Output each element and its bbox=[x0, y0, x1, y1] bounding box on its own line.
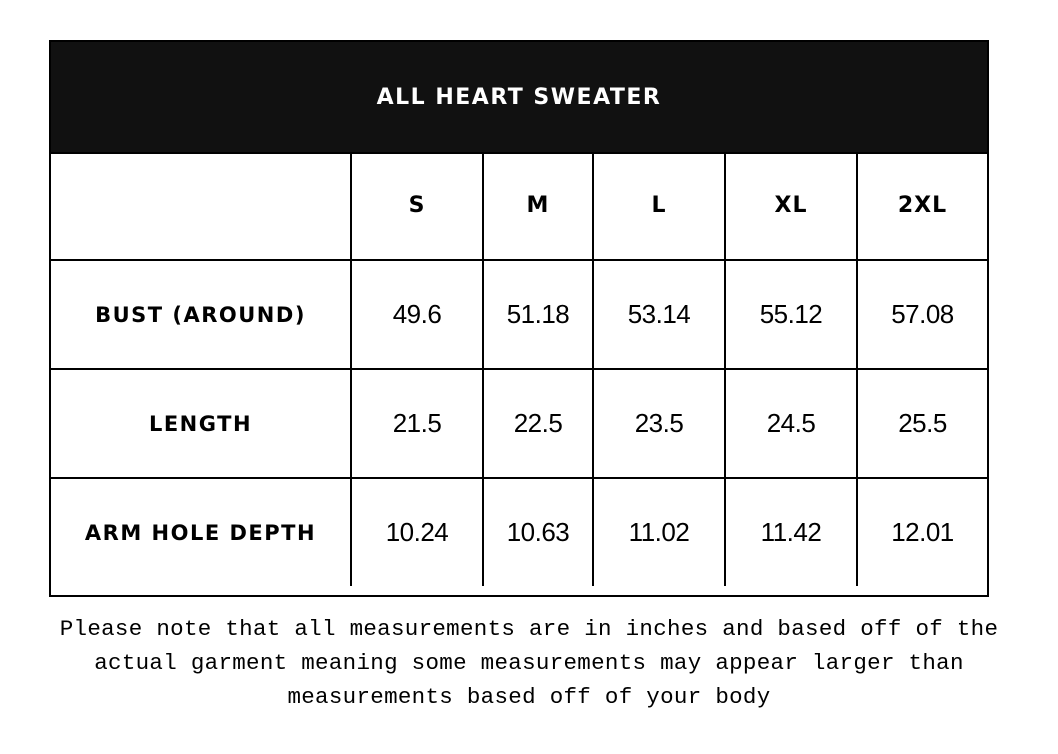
size-header-s: S bbox=[351, 152, 483, 260]
size-header-xl: XL bbox=[725, 152, 857, 260]
length-m-value: 22.5 bbox=[483, 369, 593, 478]
row-label-length: LENGTH bbox=[51, 369, 351, 478]
size-header-l: L bbox=[593, 152, 725, 260]
table-row bbox=[51, 369, 987, 478]
bust-s-value: 49.6 bbox=[351, 260, 483, 369]
table-row bbox=[51, 260, 987, 369]
size-header-2xl: 2XL bbox=[857, 152, 987, 260]
bust-2xl-value: 57.08 bbox=[857, 260, 987, 369]
armhole-2xl-value: 12.01 bbox=[857, 478, 987, 586]
armhole-s-value: 10.24 bbox=[351, 478, 483, 586]
size-table bbox=[51, 152, 987, 586]
length-xl-value: 24.5 bbox=[725, 369, 857, 478]
corner-cell bbox=[51, 152, 351, 260]
size-header-m: M bbox=[483, 152, 593, 260]
size-chart-title: ALL HEART SWEATER bbox=[51, 42, 987, 154]
table-row bbox=[51, 478, 987, 586]
row-label-bust: BUST (AROUND) bbox=[51, 260, 351, 369]
row-label-arm-hole-depth: ARM HOLE DEPTH bbox=[51, 478, 351, 586]
length-2xl-value: 25.5 bbox=[857, 369, 987, 478]
armhole-l-value: 11.02 bbox=[593, 478, 725, 586]
length-s-value: 21.5 bbox=[351, 369, 483, 478]
note-line: actual garment meaning some measurements may appear larger than bbox=[94, 650, 964, 676]
note-line: Please note that all measurements are in inches and based off of the bbox=[59, 616, 999, 642]
note-line: measurements based off of your body bbox=[287, 684, 771, 710]
measurement-note bbox=[0, 612, 1058, 714]
bust-l-value: 53.14 bbox=[593, 260, 725, 369]
size-header-row bbox=[51, 152, 987, 260]
length-l-value: 23.5 bbox=[593, 369, 725, 478]
armhole-m-value: 10.63 bbox=[483, 478, 593, 586]
bust-xl-value: 55.12 bbox=[725, 260, 857, 369]
size-chart bbox=[49, 40, 989, 597]
armhole-xl-value: 11.42 bbox=[725, 478, 857, 586]
bust-m-value: 51.18 bbox=[483, 260, 593, 369]
